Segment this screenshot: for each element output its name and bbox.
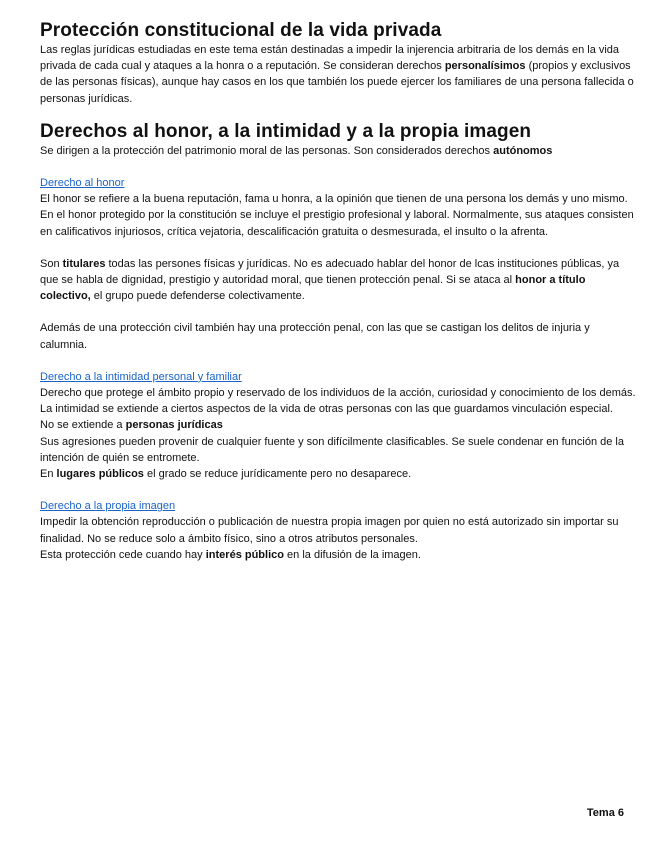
honor-paragraph-1: El honor se refiere a la buena reputación, fama u honra, a la opinión que tienen de una persona los demás y uno mismo. En el honor protegido por la constitución se incluye el prestigio profesional y laboral. Normalmente, sus ataques consisten en calificativos injuriosos, crítica vejatoria, descalificación gratuita o desmesurada, el insulto o la afrenta. — [40, 193, 634, 238]
honor-paragraph-3: Además de una protección civil también hay una protección penal, con las que se castigan los delitos de injuria y calumnia. — [40, 322, 590, 351]
text: todas las persones físicas y jurídicas. No es adecuado hablar del honor de lcas instituciones públicas, ya que se habla de dignidad, prestigio y autoridad moral, que tienen protección penal. Si se ataca al — [40, 257, 620, 287]
text: Son — [40, 257, 63, 270]
link-derecho-honor[interactable]: Derecho al honor — [40, 177, 125, 190]
text: en la difusión de la imagen. — [283, 548, 421, 561]
text: Se dirigen a la protección del patrimonio moral de las personas. Son considerados derechos — [40, 144, 494, 157]
text: (propios y exclusivos de las personas físicas), aunque hay casos en los que también los puede ejercer los familiares de una persona fallecida o personas jurídicas. — [40, 60, 634, 105]
text: el grado se reduce jurídicamente pero no desaparece. — [143, 468, 412, 481]
intimidad-line-4: Sus agresiones pueden provenir de cualquier fuente y son difícilmente clasificables. Se suele condenar en función de la intención de quién se entromete. — [40, 435, 624, 464]
imagen-line-2 — [40, 547, 636, 563]
text: Las reglas jurídicas estudiadas en este tema están destinadas a impedir la injerencia arbitraria de los demás en la vida privada de cada cual y ataques a la honra o a reputación. Se consideran derechos — [40, 44, 620, 73]
honor-paragraph-2 — [40, 256, 636, 305]
intimidad-line-2: La intimidad se extiende a ciertos aspectos de la vida de otras personas con las que guardamos vinculación especial. — [40, 403, 613, 416]
section-title-rights: Derechos al honor, a la intimidad y a la propia imagen — [40, 120, 532, 142]
rights-intro — [40, 143, 636, 159]
bold-text: personas jurídicas — [125, 419, 223, 432]
link-derecho-imagen[interactable]: Derecho a la propia imagen — [40, 500, 176, 513]
bold-text: personalísimos — [444, 60, 526, 73]
text: el grupo puede defenderse colectivamente. — [90, 290, 305, 303]
intimidad-line-1: Derecho que protege el ámbito propio y reservado de los individuos de la acción, curiosidad y conocimiento de los demás. — [40, 387, 636, 400]
intimidad-line-5 — [40, 466, 636, 482]
text: En — [40, 468, 57, 481]
imagen-line-1: Impedir la obtención reproducción o publicación de nuestra propia imagen por quien no está autorizado sin importar su finalidad. No se reduce solo a ámbito físico, sino a otros atributos personales. — [40, 516, 619, 545]
intimidad-line-3 — [40, 417, 636, 433]
text: No se extiende a — [40, 419, 126, 432]
privacy-paragraph — [40, 42, 636, 107]
link-derecho-intimidad[interactable]: Derecho a la intimidad personal y familiar — [40, 370, 242, 383]
bold-text: autónomos — [493, 144, 553, 157]
footer-page-label: Tema 6 — [586, 807, 624, 819]
bold-text: honor a título colectivo, — [40, 274, 586, 303]
bold-text: interés público — [205, 548, 284, 561]
bold-text: titulares — [62, 257, 106, 270]
document-page — [40, 20, 636, 563]
bold-text: lugares públicos — [56, 468, 144, 481]
section-title-privacy: Protección constitucional de la vida privada — [40, 20, 442, 41]
text: Esta protección cede cuando hay — [40, 548, 206, 561]
